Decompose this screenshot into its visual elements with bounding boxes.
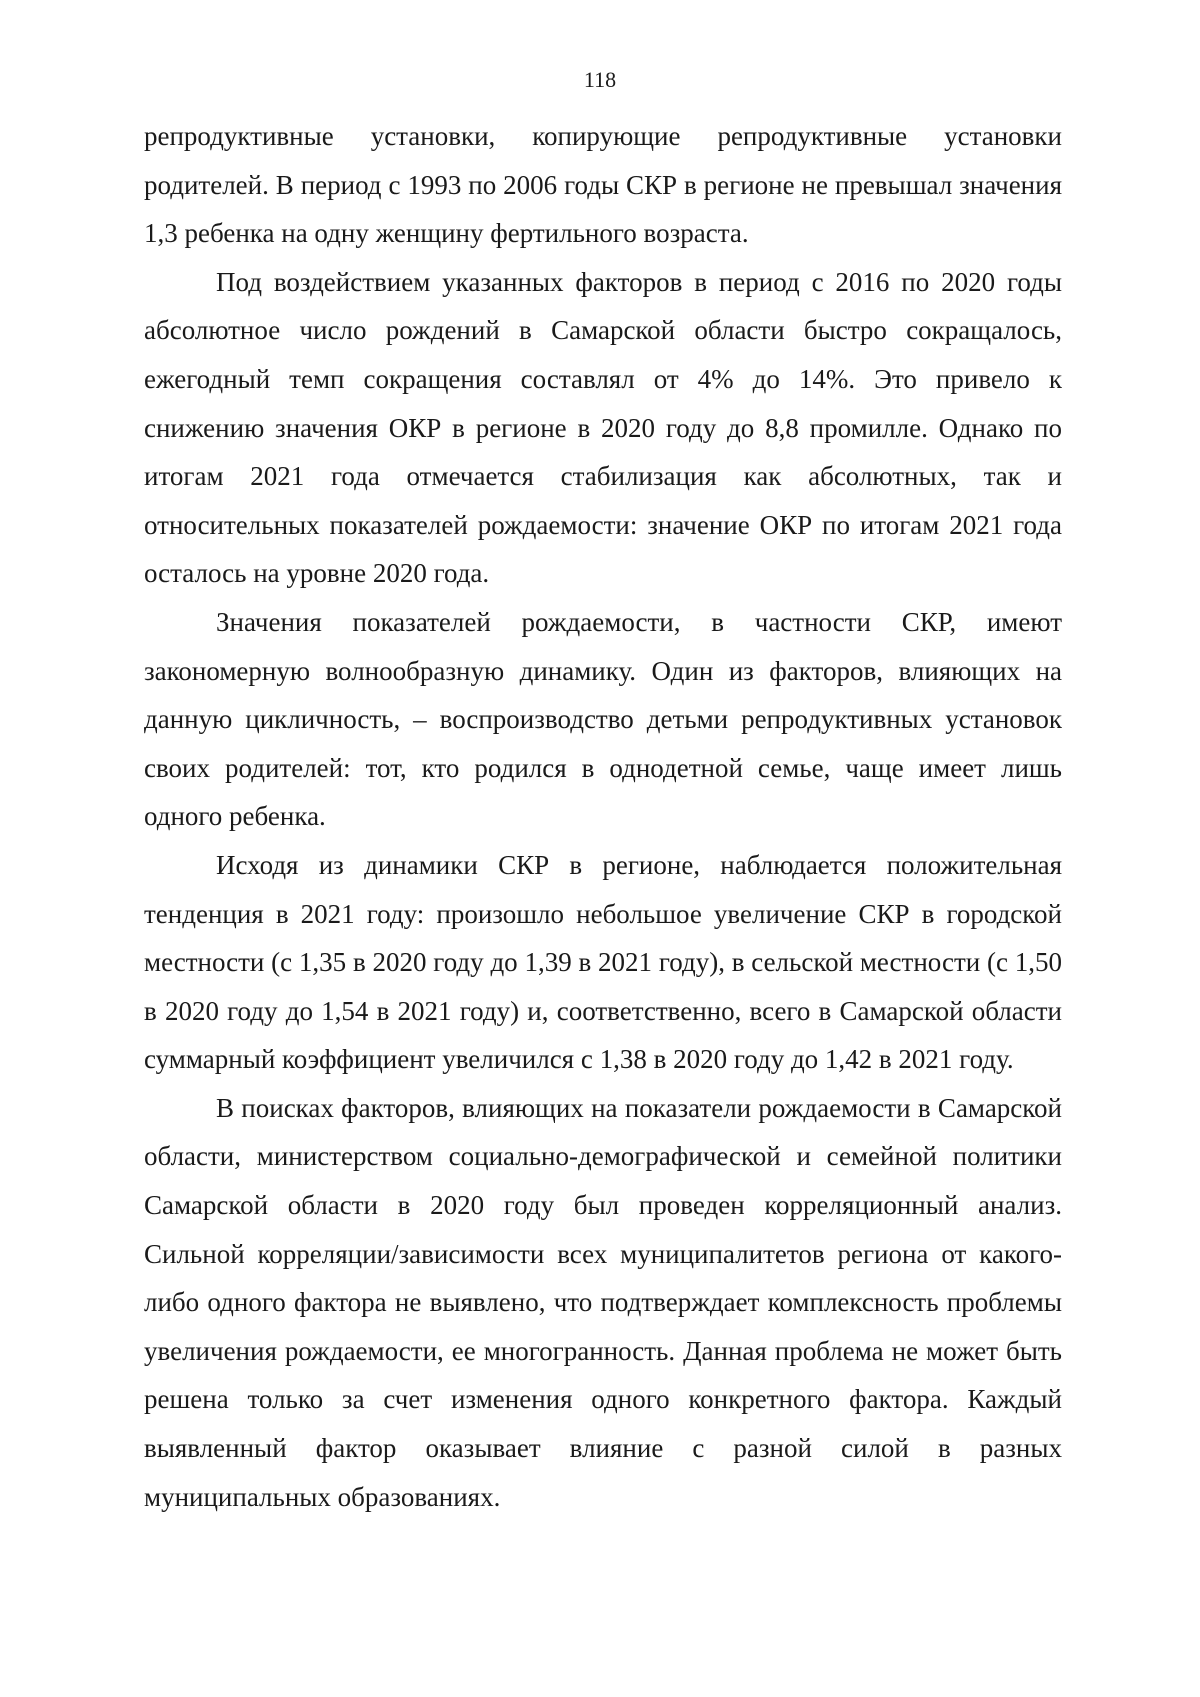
body-text — [144, 112, 1062, 1521]
paragraph-tfr-trend: Исходя из динамики СКР в регионе, наблюдается положительная тенденция в 2021 году: произошло небольшое увеличение СКР в городской местности (с 1,35 в 2020 году до 1,39 в 2021 году), в сельской местности (с 1,50 в 2020 году до 1,54 в 2021 году) и, соответственно, всего в Самарской области суммарный коэффициент увеличился с 1,38 в 2020 году до 1,42 в 2021 году. — [144, 849, 1062, 1075]
paragraph-continuation: репродуктивные установки, копирующие репродуктивные установки родителей. В период с 1993 по 2006 годы СКР в регионе не превышал значения 1,3 ребенка на одну женщину фертильного возраста. — [144, 121, 1062, 249]
page-number: 118 — [583, 67, 617, 92]
paragraph-correlation-analysis: В поисках факторов, влияющих на показатели рождаемости в Самарской области, министерством социально-демографической и семейной политики Самарской области в 2020 году был проведен корреляционный анализ. Сильной корреляции/зависимости всех муниципалитетов региона от какого-либо одного фактора не выявлено, что подтверждает комплексность проблемы увеличения рождаемости, ее многогранность. Данная проблема не может быть решена только за счет изменения одного конкретного фактора. Каждый выявленный фактор оказывает влияние с разной силой в разных муниципальных образованиях. — [144, 1092, 1062, 1512]
paragraph-wave-dynamics: Значения показателей рождаемости, в частности СКР, имеют закономерную волнообразную динамику. Один из факторов, влияющих на данную цикличность, – воспроизводство детьми репродуктивных установок своих родителей: тот, кто родился в однодетной семье, чаще имеет лишь одного ребенка. — [144, 606, 1062, 832]
paragraph-birth-decline: Под воздействием указанных факторов в период с 2016 по 2020 годы абсолютное число рождений в Самарской области быстро сокращалось, ежегодный темп сокращения составлял от 4% до 14%. Это привело к снижению значения ОКР в регионе в 2020 году до 8,8 промилле. Однако по итогам 2021 года отмечается стабилизация как абсолютных, так и относительных показателей рождаемости: значение ОКР по итогам 2021 года осталось на уровне 2020 года. — [144, 266, 1062, 589]
